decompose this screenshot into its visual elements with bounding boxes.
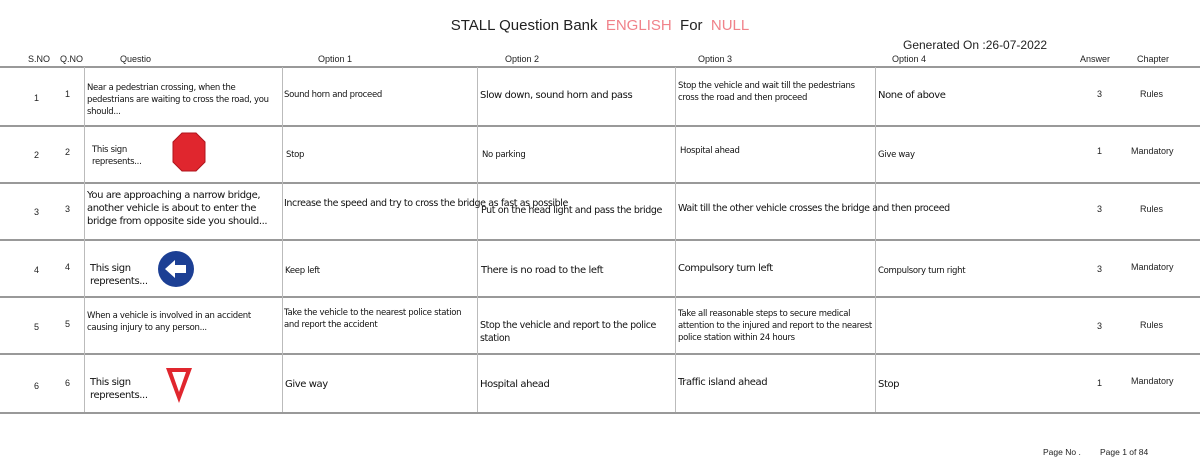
generated-date: Generated On :26-07-2022	[903, 38, 1048, 52]
report-title	[0, 17, 1200, 34]
row-answer: 3	[1097, 89, 1103, 99]
row-option2: Stop the vehicle and report to the police station	[480, 320, 656, 344]
header-sno: S.NO	[28, 54, 51, 64]
row-sno: 5	[34, 322, 40, 332]
row-option1: Sound horn and proceed	[284, 90, 383, 100]
row-option2: Put on the head light and pass the bridge	[481, 205, 662, 216]
row-option2: Slow down, sound horn and pass	[480, 90, 633, 101]
title-mid: For	[680, 17, 703, 34]
page-label: Page No .	[1043, 447, 1081, 457]
row-sno: 4	[34, 265, 40, 275]
header-qno: Q.NO	[60, 54, 84, 64]
header-option3: Option 3	[698, 54, 733, 64]
left-arrow-sign-icon	[157, 250, 195, 288]
row-option4: Stop	[878, 379, 900, 390]
row-sno: 6	[34, 381, 40, 391]
title-language: ENGLISH	[605, 17, 672, 34]
row-option2: There is no road to the left	[481, 265, 604, 276]
row-qno: 2	[65, 147, 71, 157]
row-option4: None of above	[878, 90, 946, 101]
column-divider	[675, 67, 676, 412]
row-option1: Stop	[286, 150, 305, 160]
row-option1: Increase the speed and try to cross the bridge as fast as possible	[284, 198, 568, 209]
row-qno: 4	[65, 262, 71, 272]
column-divider	[875, 67, 876, 412]
row-option1: Give way	[285, 379, 328, 390]
row-sno: 1	[34, 93, 40, 103]
column-divider	[84, 67, 85, 412]
title-prefix: STALL Question Bank	[450, 17, 598, 34]
row-option3: Wait till the other vehicle crosses the bridge and then proceed	[678, 203, 950, 214]
row-chapter: Rules	[1140, 320, 1164, 330]
row-divider	[0, 296, 1200, 298]
title-null: NULL	[710, 17, 750, 34]
row-option4: Compulsory turn right	[878, 266, 966, 276]
row-question: Near a pedestrian crossing, when the pedestrians are waiting to cross the road, you should...	[87, 83, 269, 117]
row-sno: 3	[34, 207, 40, 217]
row-option1: Take the vehicle to the nearest police station and report the accident	[284, 308, 462, 330]
row-option3: Hospital ahead	[680, 146, 740, 156]
row-chapter: Mandatory	[1131, 262, 1174, 272]
row-qno: 6	[65, 378, 71, 388]
row-answer: 3	[1097, 321, 1103, 331]
header-option2: Option 2	[505, 54, 540, 64]
row-option3: Compulsory turn left	[678, 263, 773, 274]
header-option4: Option 4	[892, 54, 927, 64]
header-answer: Answer	[1080, 54, 1111, 64]
row-qno: 3	[65, 204, 71, 214]
row-option1: Keep left	[285, 266, 320, 276]
row-qno: 5	[65, 319, 71, 329]
row-option4: Give way	[878, 150, 915, 160]
row-chapter: Mandatory	[1131, 376, 1174, 386]
row-divider	[0, 239, 1200, 241]
row-option3: Stop the vehicle and wait till the pedestrians cross the road and then proceed	[678, 81, 855, 103]
give-way-sign-icon	[164, 365, 194, 405]
row-question: When a vehicle is involved in an accident causing injury to any person...	[87, 311, 251, 333]
row-qno: 1	[65, 89, 71, 99]
row-divider	[0, 353, 1200, 355]
row-divider	[0, 182, 1200, 184]
row-question: This sign represents...	[90, 263, 148, 287]
row-divider	[0, 125, 1200, 127]
column-divider	[282, 67, 283, 412]
row-option2: No parking	[482, 150, 526, 160]
row-question: This sign represents...	[90, 377, 148, 401]
row-answer: 1	[1097, 146, 1103, 156]
row-option3: Take all reasonable steps to secure medical attention to the injured and report to the nearest police station within 24 hours	[678, 309, 872, 343]
row-question: You are approaching a narrow bridge, another vehicle is about to enter the bridge from opposite side you should...	[87, 190, 268, 227]
row-answer: 1	[1097, 378, 1103, 388]
row-answer: 3	[1097, 204, 1103, 214]
row-divider	[0, 412, 1200, 414]
row-sno: 2	[34, 150, 40, 160]
header-question: Questio	[120, 54, 152, 64]
header-option1: Option 1	[318, 54, 353, 64]
row-answer: 3	[1097, 264, 1103, 274]
header-chapter: Chapter	[1137, 54, 1170, 64]
row-chapter: Mandatory	[1131, 146, 1174, 156]
row-question: This sign represents...	[92, 145, 142, 167]
stop-sign-icon	[172, 131, 206, 173]
row-chapter: Rules	[1140, 204, 1164, 214]
row-option2: Hospital ahead	[480, 379, 550, 390]
row-divider	[0, 66, 1200, 68]
column-divider	[477, 67, 478, 412]
page-number: Page 1 of 84	[1100, 447, 1149, 457]
row-chapter: Rules	[1140, 89, 1164, 99]
row-option3: Traffic island ahead	[678, 377, 768, 388]
